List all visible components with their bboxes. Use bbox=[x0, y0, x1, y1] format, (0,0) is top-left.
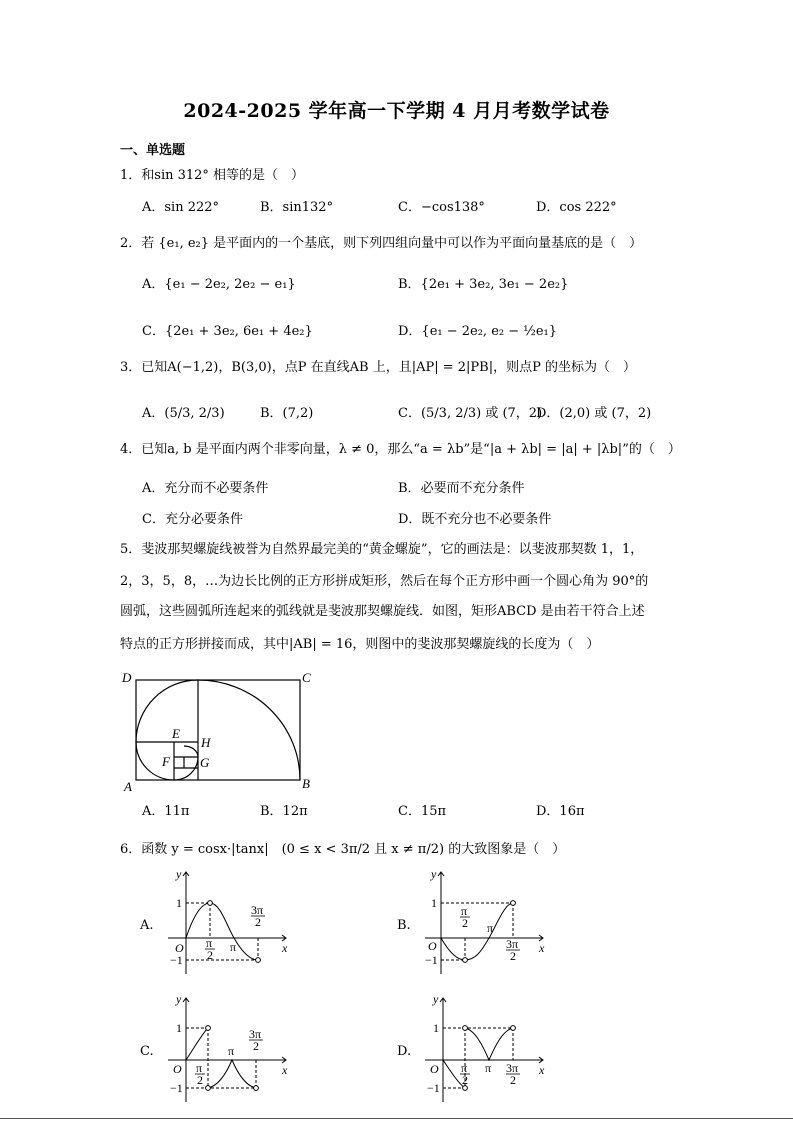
page-bottom-rule bbox=[0, 1118, 793, 1119]
open-point bbox=[254, 1086, 259, 1091]
rectangle-abcd bbox=[136, 680, 300, 780]
q6-option-c[interactable]: C. bbox=[140, 1044, 154, 1059]
label-b: B bbox=[302, 776, 310, 791]
q1-option-a[interactable]: A．sin 222° bbox=[142, 200, 220, 215]
tick-pi-half-num: π bbox=[461, 904, 468, 918]
y-label: y bbox=[176, 867, 182, 881]
spiral-arc bbox=[198, 680, 300, 780]
tick-1: 1 bbox=[431, 896, 437, 910]
q3-option-b[interactable]: B．(7,2) bbox=[260, 406, 314, 421]
label-g: G bbox=[200, 755, 210, 770]
tick-1: 1 bbox=[176, 896, 182, 910]
origin-label: O bbox=[173, 1062, 182, 1076]
tick-3pi-num: 3π bbox=[506, 1061, 519, 1075]
q3-option-a[interactable]: A．(5/3, 2/3) bbox=[142, 406, 225, 421]
q5-option-d[interactable]: D．16π bbox=[536, 804, 585, 819]
origin-label: O bbox=[430, 1062, 439, 1076]
tick-3pi-den: 2 bbox=[253, 1039, 259, 1053]
x-label: x bbox=[282, 1063, 288, 1077]
q4-stem: 4．已知a, b 是平面内两个非零向量，λ ≠ 0，那么“a = λb”是“|a + λb| = |a| + |λb|”的（ ） bbox=[120, 442, 681, 457]
q5-option-c[interactable]: C．15π bbox=[398, 804, 447, 819]
q1-stem: 1．和sin 312° 相等的是（ ） bbox=[120, 168, 305, 183]
curve bbox=[186, 1028, 208, 1060]
tick-pi-half-den: 2 bbox=[197, 1073, 203, 1087]
tick-3pi-num: 3π bbox=[251, 903, 264, 917]
open-point bbox=[256, 958, 261, 963]
tick-3pi-num: 3π bbox=[506, 937, 519, 951]
tick-3pi-den: 2 bbox=[510, 1073, 516, 1087]
q2-option-c[interactable]: C．{2e₁ + 3e₂, 6e₁ + 4e₂} bbox=[142, 324, 313, 339]
tick-pi-half-num: π bbox=[461, 1061, 468, 1075]
tick-neg-1: −1 bbox=[170, 953, 183, 967]
q3-option-c[interactable]: C．(5/3, 2/3) 或 (7，2) bbox=[398, 406, 543, 421]
label-h: H bbox=[201, 735, 211, 750]
tick-3pi-den: 2 bbox=[255, 915, 261, 929]
q3-option-d[interactable]: D．(2,0) 或 (7，2) bbox=[536, 406, 652, 421]
curve bbox=[208, 1060, 256, 1088]
y-label: y bbox=[176, 992, 182, 1006]
tick-pi-half-den: 2 bbox=[462, 916, 468, 930]
tick-pi: π bbox=[485, 1061, 492, 1075]
open-point bbox=[463, 958, 468, 963]
curve bbox=[441, 903, 513, 960]
tick-neg-1: −1 bbox=[427, 1081, 440, 1095]
q1-option-c[interactable]: C．−cos138° bbox=[398, 200, 485, 215]
graph-b[interactable] bbox=[415, 862, 555, 978]
spiral-arc bbox=[184, 746, 198, 757]
tick-pi-half-num: π bbox=[196, 1061, 203, 1075]
q1-option-d[interactable]: D．cos 222° bbox=[536, 200, 617, 215]
open-point bbox=[206, 1026, 211, 1031]
q2-option-b[interactable]: B．{2e₁ + 3e₂, 3e₁ − 2e₂} bbox=[398, 277, 569, 292]
graph-c[interactable] bbox=[158, 990, 298, 1106]
tick-pi: π bbox=[228, 1044, 235, 1058]
tick-pi-half-den: 2 bbox=[207, 948, 213, 962]
x-label: x bbox=[539, 941, 545, 955]
q6-stem: 6．函数 y = cosx·|tanx| (0 ≤ x < 3π/2 且 x ≠ π/2) 的大致图象是（ ） bbox=[120, 842, 566, 857]
q4-option-c[interactable]: C．充分必要条件 bbox=[142, 512, 243, 527]
q5-line-2: 2，3，5，8，…为边长比例的正方形拼成矩形，然后在每个正方形中画一个圆心角为 90°的 bbox=[120, 574, 649, 589]
tick-3pi-den: 2 bbox=[510, 949, 516, 963]
q4-option-d[interactable]: D．既不充分也不必要条件 bbox=[398, 512, 552, 527]
y-label: y bbox=[433, 992, 439, 1006]
q5-line-1: 5．斐波那契螺旋线被誉为自然界最完美的“黄金螺旋”，它的画法是：以斐波那契数 1，1， bbox=[120, 542, 644, 557]
label-a: A bbox=[124, 779, 132, 794]
origin-label: O bbox=[428, 939, 437, 953]
tick-pi: π bbox=[230, 940, 237, 954]
q4-option-a[interactable]: A．充分而不必要条件 bbox=[142, 481, 269, 496]
x-label: x bbox=[539, 1063, 545, 1077]
page-title: 2024-2025 学年高一下学期 4 月月考数学试卷 bbox=[183, 100, 610, 122]
q6-option-a[interactable]: A. bbox=[140, 918, 154, 933]
q2-option-a[interactable]: A．{e₁ − 2e₂, 2e₂ − e₁} bbox=[142, 277, 296, 292]
tick-1: 1 bbox=[433, 1021, 439, 1035]
y-label: y bbox=[431, 867, 437, 881]
label-f: F bbox=[162, 754, 170, 769]
graph-a[interactable] bbox=[158, 862, 298, 978]
fibonacci-spiral-figure bbox=[118, 668, 318, 794]
origin-label: O bbox=[175, 941, 184, 955]
tick-1: 1 bbox=[176, 1021, 182, 1035]
tick-pi-half-den: 2 bbox=[462, 1073, 468, 1087]
tick-neg-1: −1 bbox=[425, 953, 438, 967]
q5-line-4: 特点的正方形拼接而成，其中|AB| = 16，则图中的斐波那契螺旋线的长度为（ ） bbox=[120, 637, 600, 652]
label-d: D bbox=[122, 670, 132, 685]
tick-pi-half-num: π bbox=[206, 936, 213, 950]
q5-option-b[interactable]: B．12π bbox=[260, 804, 308, 819]
open-point bbox=[511, 901, 516, 906]
spiral-arc bbox=[136, 680, 198, 742]
label-e: E bbox=[172, 726, 180, 741]
open-point bbox=[206, 1086, 211, 1091]
q3-stem: 3．已知A(−1,2)，B(3,0)，点P 在直线AB 上，且|AP| = 2|PB|，则点P 的坐标为（ ） bbox=[120, 360, 636, 375]
open-point bbox=[208, 901, 213, 906]
q2-stem: 2．若 {e₁, e₂} 是平面内的一个基底，则下列四组向量中可以作为平面向量基底的是（ ） bbox=[120, 236, 643, 251]
open-point bbox=[463, 1026, 468, 1031]
label-c: C bbox=[302, 670, 311, 685]
q2-option-d[interactable]: D．{e₁ − 2e₂, e₂ − ½e₁} bbox=[398, 324, 558, 339]
tick-3pi-num: 3π bbox=[249, 1027, 262, 1041]
q5-option-a[interactable]: A．11π bbox=[142, 804, 190, 819]
q5-line-3: 圆弧，这些圆弧所连起来的弧线就是斐波那契螺旋线．如图，矩形ABCD 是由若干符合上述 bbox=[120, 604, 645, 619]
graph-d[interactable] bbox=[415, 990, 555, 1106]
q6-option-d[interactable]: D. bbox=[397, 1044, 412, 1059]
tick-pi: π bbox=[487, 921, 494, 935]
q6-option-b[interactable]: B. bbox=[397, 918, 411, 933]
curve bbox=[465, 1028, 513, 1060]
curve bbox=[186, 903, 258, 960]
q4-option-b[interactable]: B．必要而不充分条件 bbox=[398, 481, 525, 496]
tick-neg-1: −1 bbox=[170, 1081, 183, 1095]
x-label: x bbox=[282, 941, 288, 955]
open-point bbox=[511, 1026, 516, 1031]
section-heading: 一、单选题 bbox=[120, 143, 186, 158]
q1-option-b[interactable]: B．sin132° bbox=[260, 200, 334, 215]
